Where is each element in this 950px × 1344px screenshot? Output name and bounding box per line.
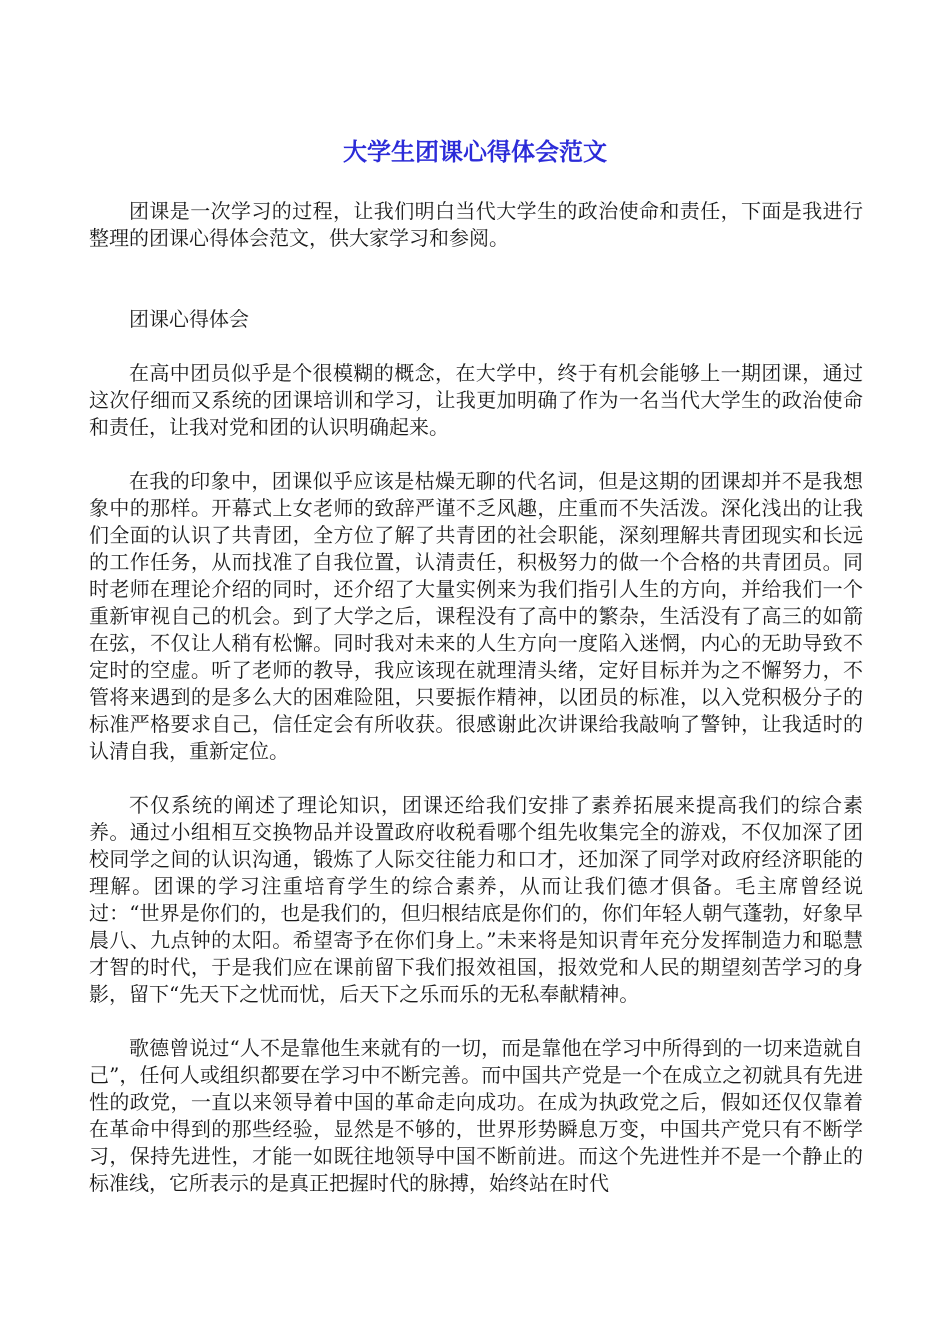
section-heading: 团课心得体会 (129, 307, 249, 331)
document-title: 大学生团课心得体会范文 (343, 138, 607, 166)
body-paragraph: 在高中团员似乎是个很模糊的概念，在大学中，终于有机会能够上一期团课，通过这次仔细而又系统的团课培训和学习，让我更加明确了作为一名当代大学生的政治使命和责任，让我对党和团的认识明确起来。 (89, 361, 863, 439)
body-paragraph: 不仅系统的阐述了理论知识，团课还给我们安排了素养拓展来提高我们的综合素养。通过小组相互交换物品并设置政府收税看哪个组先收集完全的游戏，不仅加深了团校同学之间的认识沟通，锻炼了人际交往能力和口才，还加深了同学对政府经济职能的理解。团课的学习注重培育学生的综合素养，从而让我们德才俱备。毛主席曾经说过：“世界是你们的，也是我们的，但归根结底是你们的，你们年轻人朝气蓬勃，好象早晨八、九点钟的太阳。希望寄予在你们身上。”未来将是知识青年充分发挥制造力和聪慧才智的时代，于是我们应在课前留下我们报效祖国，报效党和人民的期望刻苦学习的身影，留下“先天下之忧而忧，后天下之乐而乐的无私奉献精神。 (89, 793, 863, 1006)
document-body (89, 198, 863, 1224)
body-paragraph: 在我的印象中，团课似乎应该是枯燥无聊的代名词，但是这期的团课却并不是我想象中的那样。开幕式上女老师的致辞严谨不乏风趣，庄重而不失活泼。深化浅出的让我们全面的认识了共青团，全方位了解了共青团的社会职能，深刻理解共青团现实和长远的工作任务，从而找准了自我位置，认清责任，积极努力的做一个合格的共青团员。同时老师在理论介绍的同时，还介绍了大量实例来为我们指引人生的方向，并给我们一个重新审视自己的机会。到了大学之后，课程没有了高中的繁杂，生活没有了高三的如箭在弦，不仅让人稍有松懈。同时我对未来的人生方向一度陷入迷惘，内心的无助导致不定时的空虚。听了老师的教导，我应该现在就理清头绪，定好目标并为之不懈努力，不管将来遇到的是多么大的困难险阻，只要振作精神，以团员的标准，以入党积极分子的标准严格要求自己，信任定会有所收获。很感谢此次讲课给我敲响了警钟，让我适时的认清自我，重新定位。 (89, 469, 863, 763)
intro-paragraph: 团课是一次学习的过程，让我们明白当代大学生的政治使命和责任，下面是我进行整理的团课心得体会范文，供大家学习和参阅。 (89, 199, 863, 250)
body-paragraph: 歌德曾说过“人不是靠他生来就有的一切，而是靠他在学习中所得到的一切来造就自己”，任何人或组织都要在学习中不断完善。而中国共产党是一个在成立之初就具有先进性的政党，一直以来领导着中国的革命走向成功。在成为执政党之后，假如还仅仅靠着在革命中得到的那些经验，显然是不够的，世界形势瞬息万变，中国共产党只有不断学习，保持先进性，才能一如既往地领导中国不断前进。而这个先进性并不是一个静止的标准线，它所表示的是真正把握时代的脉搏，始终站在时代 (89, 1036, 863, 1195)
